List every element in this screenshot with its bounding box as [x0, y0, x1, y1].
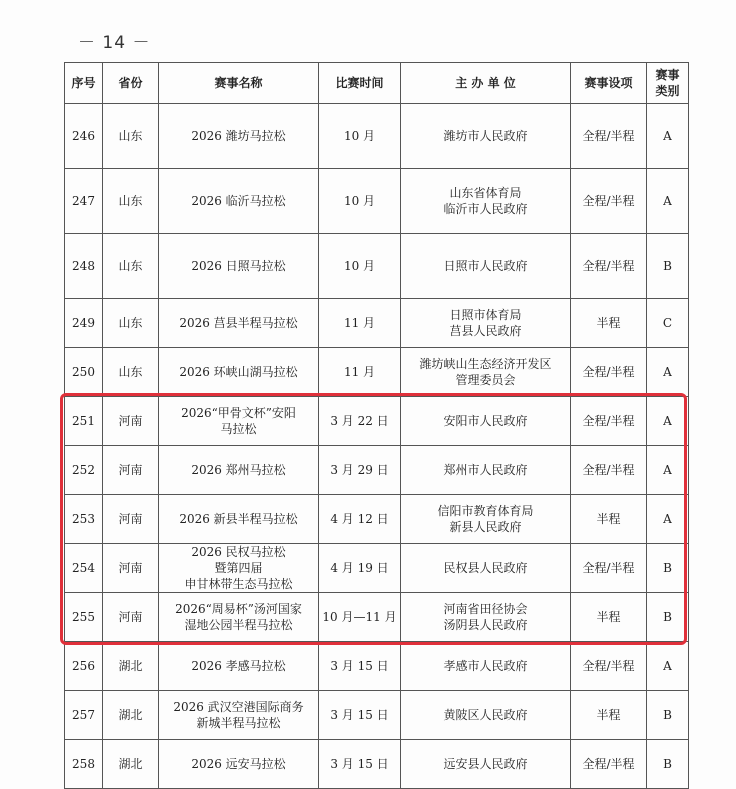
cell-category: A: [647, 642, 689, 691]
cell-organizer: 黄陂区人民政府: [401, 691, 571, 740]
cell-date: 11 月: [319, 299, 401, 348]
cell-province: 河南: [103, 495, 159, 544]
cell-distance: 全程/半程: [571, 544, 647, 593]
cell-category: A: [647, 348, 689, 397]
cell-province: 山东: [103, 348, 159, 397]
cell-organizer: 安阳市人民政府: [401, 397, 571, 446]
cell-province: 山东: [103, 169, 159, 234]
cell-province: 河南: [103, 446, 159, 495]
table-row: [65, 397, 689, 446]
cell-distance: 全程/半程: [571, 169, 647, 234]
header-category: 赛事 类别: [647, 63, 689, 104]
table-row: [65, 544, 689, 593]
cell-organizer: 民权县人民政府: [401, 544, 571, 593]
table-row: [65, 495, 689, 544]
cell-distance: 半程: [571, 299, 647, 348]
header-distance: 赛事设项: [571, 63, 647, 104]
table-row: [65, 691, 689, 740]
cell-category: A: [647, 169, 689, 234]
cell-distance: 半程: [571, 593, 647, 642]
cell-index: 249: [65, 299, 103, 348]
page-number: － 14 －: [78, 33, 151, 53]
cell-category: B: [647, 234, 689, 299]
cell-event-name: 2026 武汉空港国际商务 新城半程马拉松: [159, 691, 319, 740]
marathon-events-table: [64, 62, 689, 789]
table-header-row: [65, 63, 689, 104]
cell-event-name: 2026“周易杯”汤河国家 湿地公园半程马拉松: [159, 593, 319, 642]
cell-distance: 半程: [571, 495, 647, 544]
header-province: 省份: [103, 63, 159, 104]
cell-organizer: 潍坊市人民政府: [401, 104, 571, 169]
table-row: [65, 348, 689, 397]
cell-event-name: 2026 郑州马拉松: [159, 446, 319, 495]
table-row: [65, 593, 689, 642]
cell-province: 山东: [103, 234, 159, 299]
table-row: [65, 642, 689, 691]
cell-date: 11 月: [319, 348, 401, 397]
header-date: 比赛时间: [319, 63, 401, 104]
table-row: [65, 104, 689, 169]
header-index: 序号: [65, 63, 103, 104]
cell-event-name: 2026 环峡山湖马拉松: [159, 348, 319, 397]
header-event-name: 赛事名称: [159, 63, 319, 104]
cell-index: 258: [65, 740, 103, 789]
cell-index: 247: [65, 169, 103, 234]
cell-province: 山东: [103, 104, 159, 169]
cell-distance: 全程/半程: [571, 740, 647, 789]
cell-date: 4 月 12 日: [319, 495, 401, 544]
table-row: [65, 299, 689, 348]
cell-province: 湖北: [103, 691, 159, 740]
cell-index: 246: [65, 104, 103, 169]
cell-distance: 全程/半程: [571, 348, 647, 397]
cell-category: A: [647, 104, 689, 169]
cell-date: 10 月: [319, 104, 401, 169]
cell-category: C: [647, 299, 689, 348]
cell-index: 248: [65, 234, 103, 299]
cell-index: 253: [65, 495, 103, 544]
cell-category: B: [647, 593, 689, 642]
cell-date: 3 月 15 日: [319, 691, 401, 740]
cell-event-name: 2026“甲骨文杯”安阳 马拉松: [159, 397, 319, 446]
cell-index: 254: [65, 544, 103, 593]
cell-event-name: 2026 孝感马拉松: [159, 642, 319, 691]
cell-date: 3 月 29 日: [319, 446, 401, 495]
cell-organizer: 潍坊峡山生态经济开发区 管理委员会: [401, 348, 571, 397]
cell-organizer: 郑州市人民政府: [401, 446, 571, 495]
cell-index: 255: [65, 593, 103, 642]
cell-index: 251: [65, 397, 103, 446]
cell-distance: 全程/半程: [571, 397, 647, 446]
cell-distance: 全程/半程: [571, 642, 647, 691]
cell-province: 河南: [103, 593, 159, 642]
cell-organizer: 河南省田径协会 汤阴县人民政府: [401, 593, 571, 642]
cell-index: 252: [65, 446, 103, 495]
cell-province: 河南: [103, 397, 159, 446]
cell-category: A: [647, 446, 689, 495]
cell-province: 湖北: [103, 642, 159, 691]
cell-event-name: 2026 民权马拉松 暨第四届 申甘林带生态马拉松: [159, 544, 319, 593]
cell-category: A: [647, 397, 689, 446]
cell-date: 10 月—11 月: [319, 593, 401, 642]
cell-index: 256: [65, 642, 103, 691]
cell-date: 4 月 19 日: [319, 544, 401, 593]
cell-event-name: 2026 新县半程马拉松: [159, 495, 319, 544]
cell-category: B: [647, 691, 689, 740]
cell-organizer: 日照市体育局 莒县人民政府: [401, 299, 571, 348]
cell-distance: 全程/半程: [571, 104, 647, 169]
cell-province: 山东: [103, 299, 159, 348]
table-row: [65, 446, 689, 495]
cell-category: A: [647, 495, 689, 544]
cell-index: 257: [65, 691, 103, 740]
cell-date: 10 月: [319, 234, 401, 299]
cell-distance: 全程/半程: [571, 234, 647, 299]
cell-index: 250: [65, 348, 103, 397]
table-row: [65, 740, 689, 789]
cell-organizer: 远安县人民政府: [401, 740, 571, 789]
cell-category: B: [647, 544, 689, 593]
cell-event-name: 2026 远安马拉松: [159, 740, 319, 789]
table-row: [65, 169, 689, 234]
cell-organizer: 日照市人民政府: [401, 234, 571, 299]
cell-date: 10 月: [319, 169, 401, 234]
table-row: [65, 234, 689, 299]
cell-date: 3 月 15 日: [319, 740, 401, 789]
cell-distance: 半程: [571, 691, 647, 740]
cell-organizer: 信阳市教育体育局 新县人民政府: [401, 495, 571, 544]
cell-distance: 全程/半程: [571, 446, 647, 495]
cell-event-name: 2026 日照马拉松: [159, 234, 319, 299]
cell-province: 湖北: [103, 740, 159, 789]
cell-event-name: 2026 临沂马拉松: [159, 169, 319, 234]
cell-organizer: 孝感市人民政府: [401, 642, 571, 691]
cell-event-name: 2026 潍坊马拉松: [159, 104, 319, 169]
cell-date: 3 月 15 日: [319, 642, 401, 691]
cell-province: 河南: [103, 544, 159, 593]
cell-organizer: 山东省体育局 临沂市人民政府: [401, 169, 571, 234]
cell-category: B: [647, 740, 689, 789]
header-organizer: 主 办 单 位: [401, 63, 571, 104]
cell-event-name: 2026 莒县半程马拉松: [159, 299, 319, 348]
cell-date: 3 月 22 日: [319, 397, 401, 446]
